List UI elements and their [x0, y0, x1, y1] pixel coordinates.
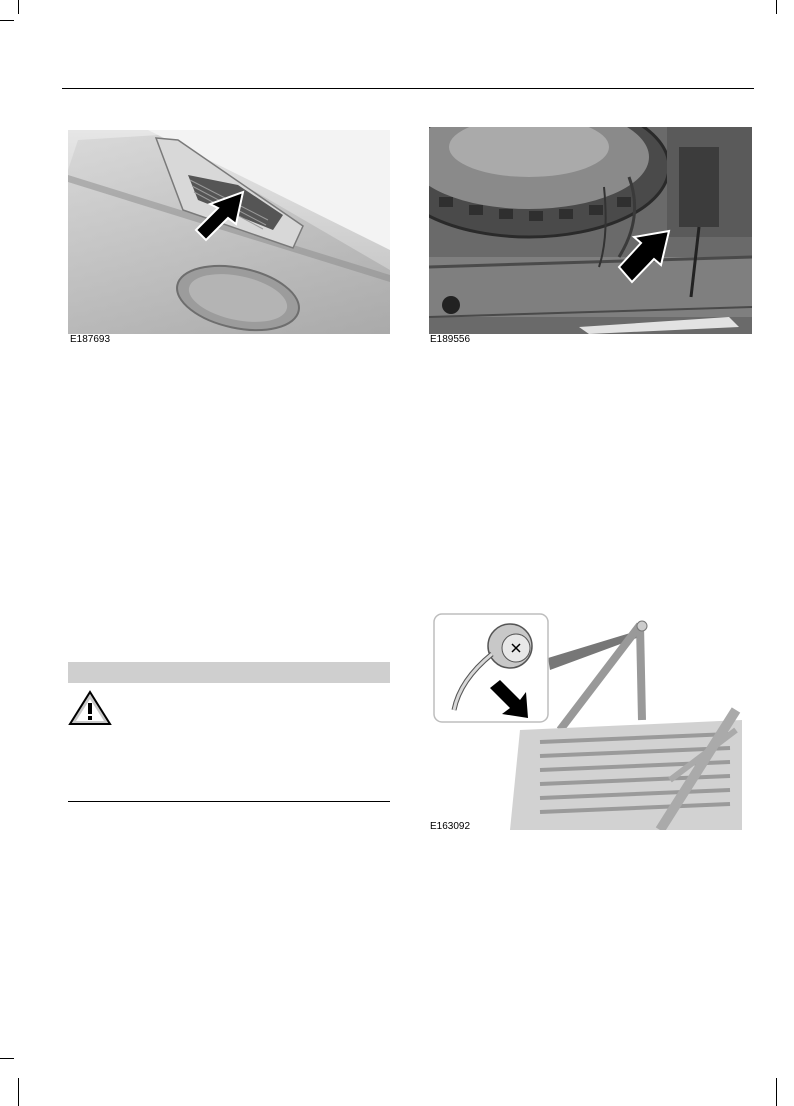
warning-header-bar [68, 662, 390, 683]
crop-mark [0, 1058, 14, 1059]
figure-code: E187693 [70, 334, 111, 345]
figure-tailgate-handle [68, 130, 390, 334]
figure-spare-wheel [429, 127, 752, 334]
crop-mark [776, 0, 777, 14]
header-rule [62, 88, 754, 89]
crop-mark [0, 20, 14, 21]
figure-code: E163092 [430, 821, 471, 832]
warning-end-rule [68, 801, 390, 802]
warning-triangle-icon [68, 690, 112, 731]
crop-mark [776, 1078, 777, 1106]
crop-mark [18, 1078, 19, 1106]
figure-code: E189556 [430, 334, 471, 345]
figure-tailgate-cable [430, 610, 742, 830]
crop-mark [18, 0, 19, 14]
